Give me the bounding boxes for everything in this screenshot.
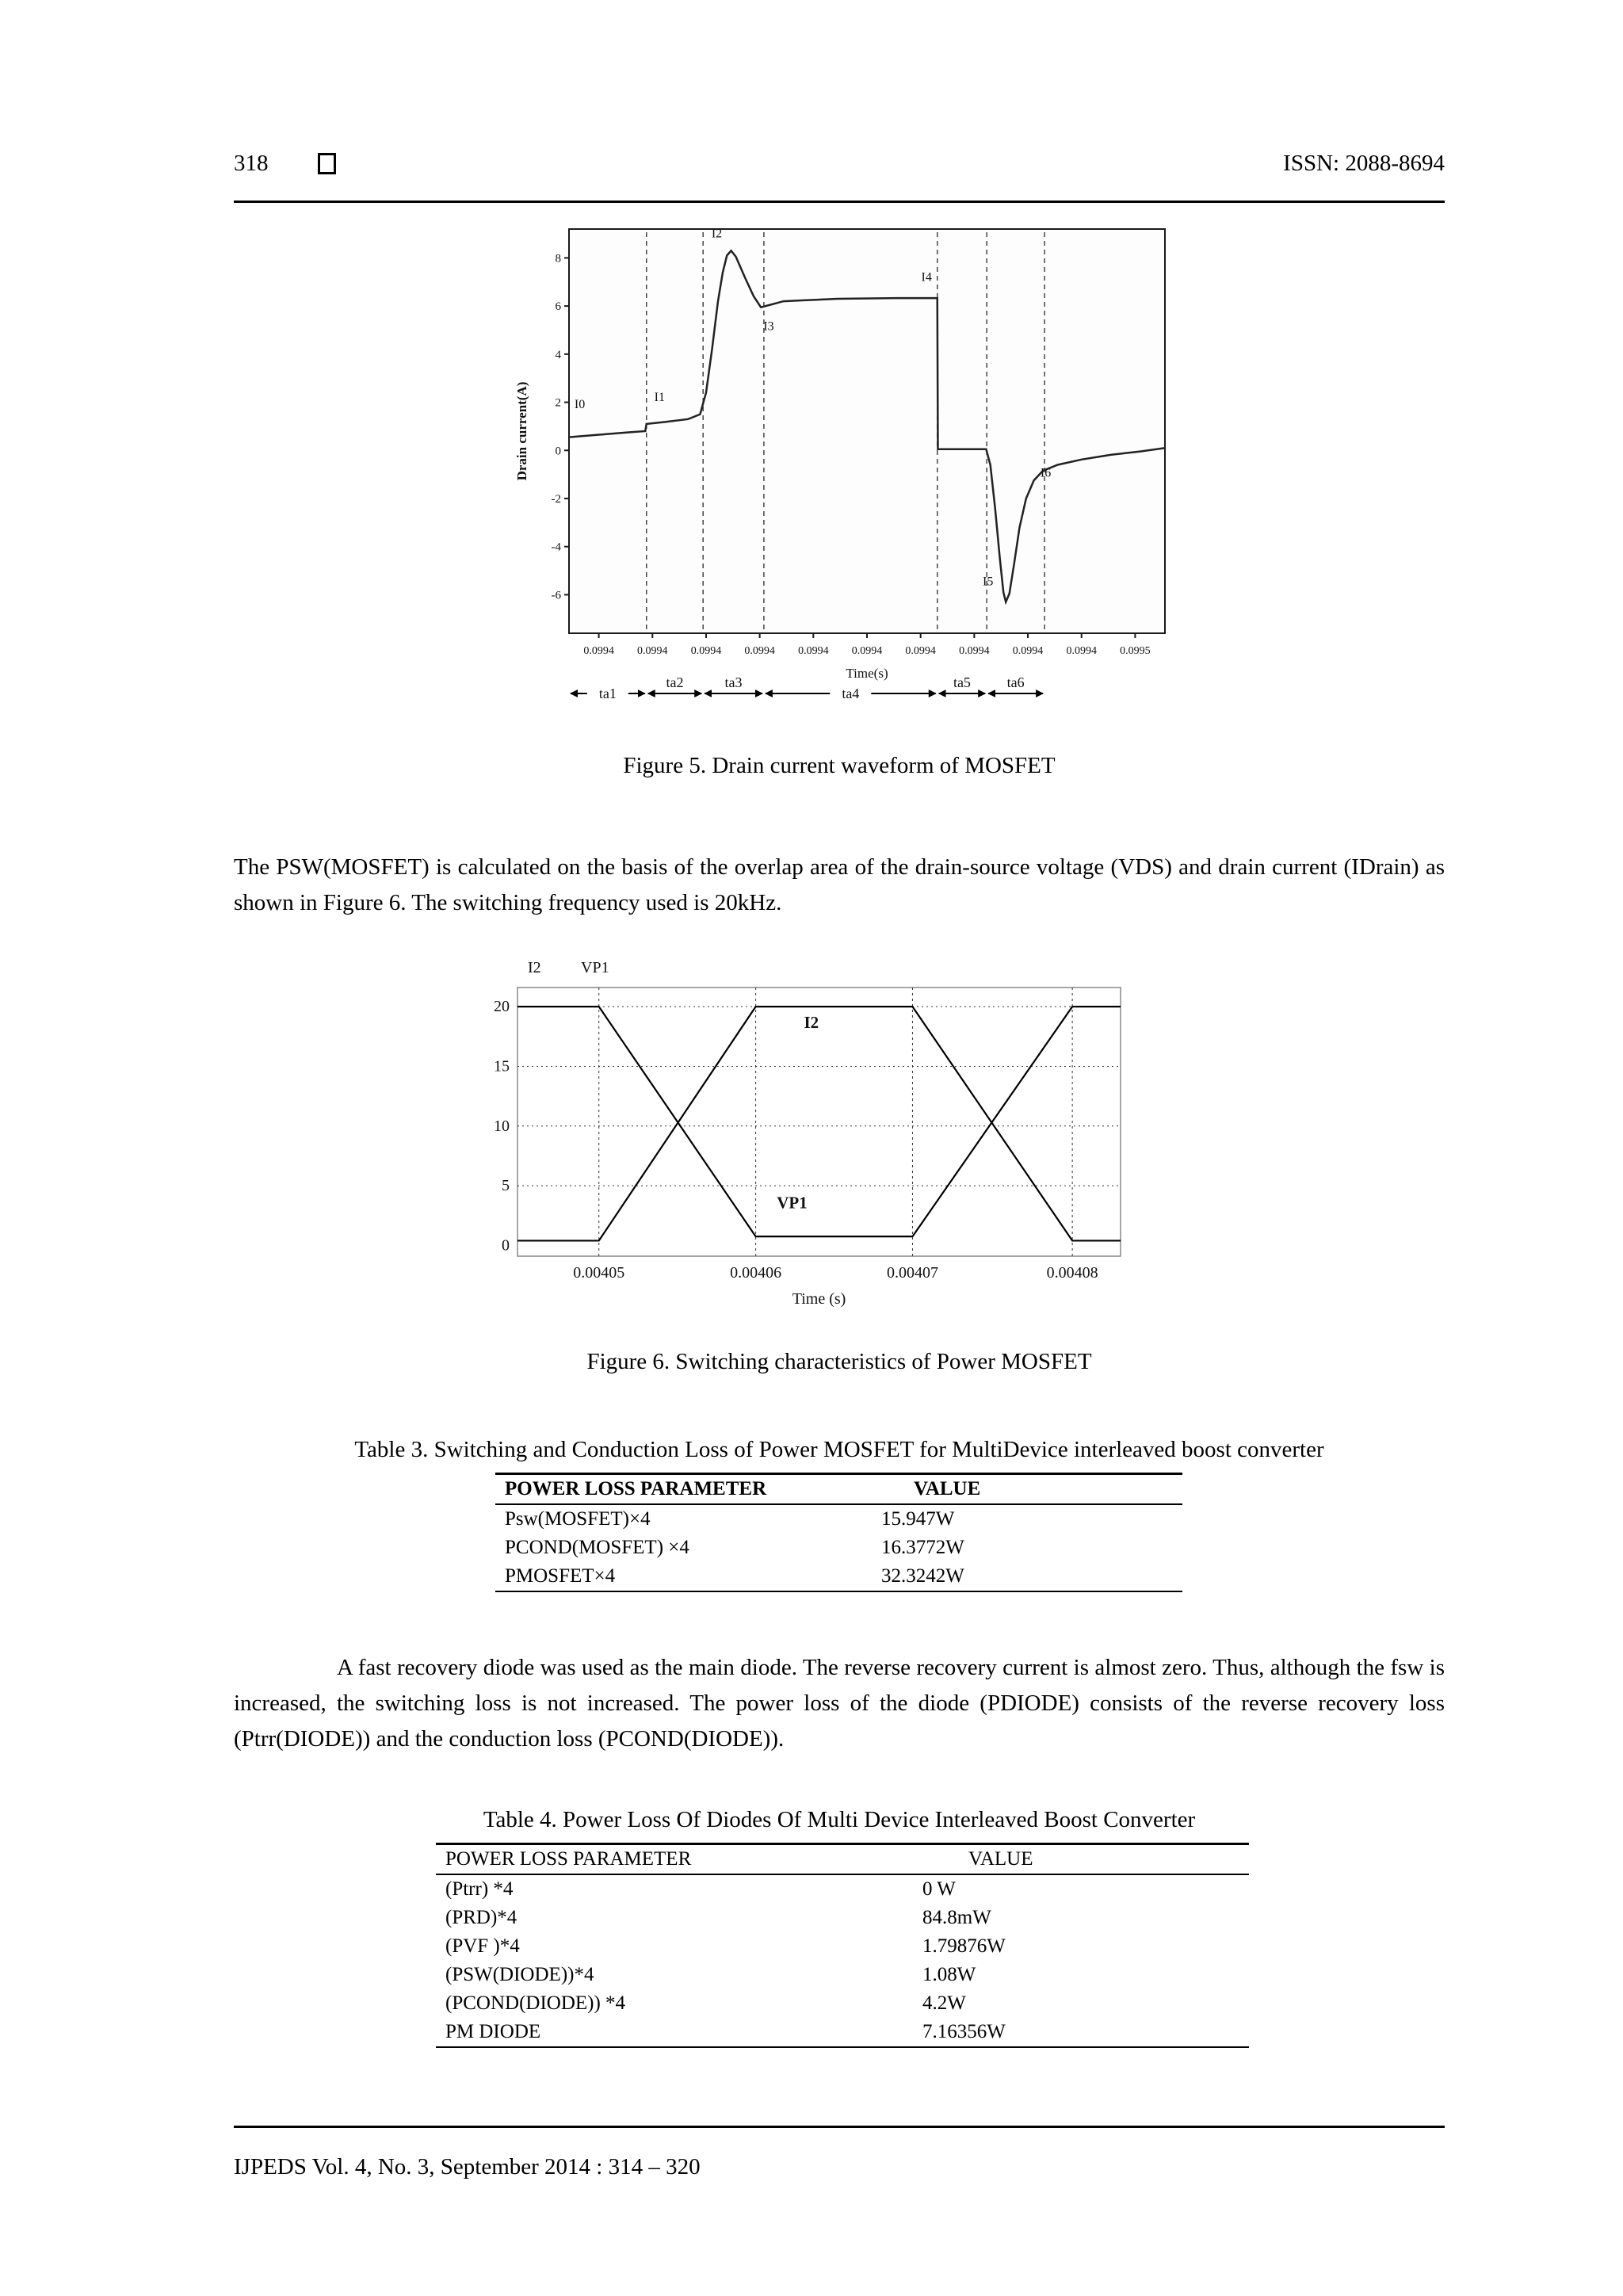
fig5-interval-label: ta3 [724,674,743,690]
figure6-plot [491,947,1205,1328]
fig5-ylabel: Drain current(A) [514,381,529,481]
fig5-interval-label: ta1 [598,686,617,701]
column-header: VALUE [914,1478,981,1499]
fig6-xtick-label: 0.00408 [1046,1264,1098,1282]
table-row [436,1904,1249,1932]
page-header [234,151,1445,177]
fig5-interval-label: ta5 [953,674,971,690]
fig6-ytick-label: 20 [494,998,510,1016]
table-row [436,1932,1249,1961]
fig5-xtick-label: 0.0995 [1120,645,1151,657]
parameter-cell: (PSW(DIODE))*4 [445,1964,594,1985]
value-cell: 32.3242W [881,1565,964,1587]
table-row [436,2018,1249,2046]
fig6-xtick-label: 0.00405 [573,1264,625,1282]
page-number: 318 [234,151,269,176]
fig5-xtick-label: 0.0994 [1066,645,1097,657]
fig5-ytick-label: -2 [551,493,561,506]
drain-current-chart [507,218,1220,741]
fig5-xtick-label: 0.0994 [851,645,883,657]
fig5-plot-box [569,229,1165,633]
issn-label: ISSN: 2088-8694 [1283,151,1445,176]
fig5-xtick-label: 0.0994 [959,645,990,657]
table-row [495,1534,1182,1562]
fig6-xtick-label: 0.00406 [730,1264,782,1282]
fig5-point-label: I2 [711,227,723,241]
footer-rule [234,2126,1445,2128]
fig6-ytick-label: 10 [494,1117,510,1135]
fig5-ytick-label: 2 [555,396,561,410]
figure5-caption: Figure 5. Drain current waveform of MOSFET [623,753,1056,778]
column-header: POWER LOSS PARAMETER [505,1478,767,1499]
value-cell: 1.08W [922,1964,976,1985]
table-row [436,1989,1249,2018]
fig5-ytick-label: -6 [551,589,561,602]
parameter-cell: (PCOND(DIODE)) *4 [445,1992,626,2014]
fig5-ytick-label: 4 [555,348,561,361]
footer-text: IJPEDS Vol. 4, No. 3, September 2014 : 314 – 320 [234,2154,701,2179]
table-header-row [436,1845,1249,1875]
fig5-xtick-label: 0.0994 [1012,645,1044,657]
fig6-plot-box [517,988,1121,1256]
fig5-ytick-label: 8 [555,252,561,266]
value-cell: 1.79876W [922,1935,1006,1957]
parameter-cell: (Ptrr) *4 [445,1878,514,1900]
value-cell: 7.16356W [922,2021,1006,2042]
fig5-point-label: I4 [921,270,932,285]
value-cell: 0 W [922,1878,956,1900]
table4 [436,1843,1249,2048]
table3-title: Table 3. Switching and Conduction Loss of Power MOSFET for MultiDevice interleaved boost converter [354,1437,1324,1462]
parameter-cell: PM DIODE [445,2021,541,2042]
column-header: POWER LOSS PARAMETER [445,1848,692,1870]
column-header: VALUE [968,1848,1033,1870]
switching-characteristics-chart [491,947,1205,1328]
fig5-xtick-label: 0.0994 [637,645,668,657]
fig5-interval-label: ta4 [842,686,860,701]
parameter-cell: PMOSFET×4 [505,1565,616,1587]
fig5-point-label: I5 [982,575,994,589]
fig5-xtick-label: 0.0994 [798,645,829,657]
fig5-interval-label: ta2 [666,674,684,690]
fig5-point-label: I0 [574,398,586,412]
fig5-ytick-label: -4 [551,541,561,554]
fig6-ytick-label: 5 [502,1177,510,1195]
table-row [495,1505,1182,1534]
fig6-ytick-label: 15 [494,1057,510,1075]
header-rule [234,201,1445,203]
fig5-ytick-label: 0 [555,445,561,458]
fig6-xtick-label: 0.00407 [886,1264,938,1282]
fig5-xlabel: Time(s) [846,666,888,681]
fig5-xtick-label: 0.0994 [690,645,722,657]
box-icon [318,153,336,174]
fig5-ytick-label: 6 [555,300,561,314]
table4-title: Table 4. Power Loss Of Diodes Of Multi Device Interleaved Boost Converter [483,1807,1196,1832]
paragraph-diode: A fast recovery diode was used as the main diode. The reverse recovery current is almost zero. Thus, although the fsw is increased, the switching loss is not increased. The power loss of the diode (PDIODE) consists of the reverse recovery loss (Ptrr(DIODE)) and the conduction loss (PCOND(DIODE)). [234,1655,1445,1752]
value-cell: 4.2W [922,1992,966,2014]
fig5-xtick-label: 0.0994 [905,645,936,657]
table-row [495,1562,1182,1591]
fig6-series-label: VP1 [777,1193,808,1213]
paragraph-psw: The PSW(MOSFET) is calculated on the basis of the overlap area of the drain-source voltage (VDS) and drain current (IDrain) as shown in Figure 6. The switching frequency used is 20kHz. [234,854,1445,915]
fig5-interval-label: ta6 [1006,674,1025,690]
table3 [495,1473,1182,1592]
parameter-cell: (PRD)*4 [445,1907,517,1928]
fig6-xlabel: Time (s) [792,1290,846,1308]
fig5-xtick-label: 0.0994 [744,645,775,657]
table-row [436,1961,1249,1989]
fig6-ytick-label: 0 [502,1236,510,1255]
parameter-cell: PCOND(MOSFET) ×4 [505,1537,689,1558]
fig5-point-label: I1 [654,391,665,405]
fig5-point-label: I6 [1040,466,1052,480]
figure5-plot [507,218,1220,741]
parameter-cell: (PVF )*4 [445,1935,520,1957]
fig5-xtick-label: 0.0994 [583,645,614,657]
fig6-legend-label: I2 [528,959,541,976]
value-cell: 16.3772W [881,1537,964,1558]
parameter-cell: Psw(MOSFET)×4 [505,1508,651,1530]
fig5-point-label: I3 [763,319,774,334]
figure6-caption: Figure 6. Switching characteristics of Power MOSFET [586,1349,1092,1374]
fig6-legend-label: VP1 [581,959,609,976]
value-cell: 15.947W [881,1508,955,1530]
value-cell: 84.8mW [922,1907,991,1928]
table-row [436,1875,1249,1904]
table-header-row [495,1475,1182,1505]
fig6-series-label: I2 [804,1013,819,1033]
